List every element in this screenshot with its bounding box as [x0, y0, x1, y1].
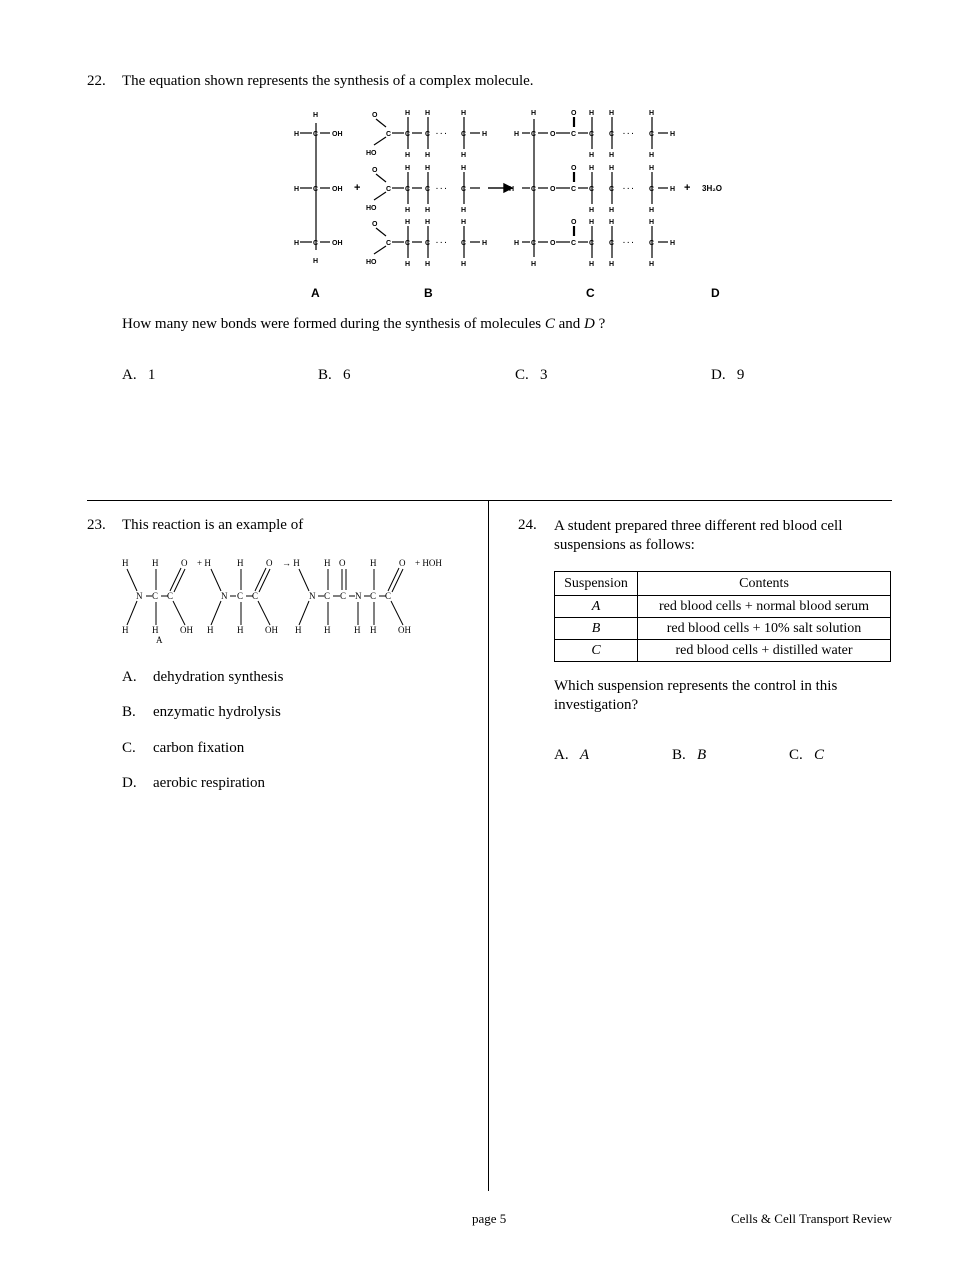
svg-text:+: + [354, 182, 361, 194]
svg-text:· · ·: · · · [623, 131, 634, 138]
table-header: Suspension [555, 572, 638, 596]
svg-text:H: H [324, 558, 331, 568]
svg-text:H: H [313, 258, 319, 265]
svg-text:C: C [425, 131, 431, 138]
table-cell: red blood cells + normal blood serum [638, 596, 891, 618]
svg-text:C: C [461, 186, 467, 193]
svg-text:H: H [514, 240, 520, 247]
svg-text:H: H [589, 219, 595, 226]
q24-question: Which suspension represents the control in this investigation? [554, 678, 838, 713]
svg-text:H: H [354, 625, 361, 635]
svg-text:C: C [425, 186, 431, 193]
svg-text:H: H [589, 152, 595, 159]
label-b: B [424, 286, 433, 300]
svg-text:H: H [370, 558, 377, 568]
svg-text:C: C [385, 591, 392, 601]
svg-text:C: C [571, 131, 577, 138]
footer-title: Cells & Cell Transport Review [730, 1211, 892, 1226]
table-cell: red blood cells + 10% salt solution [638, 618, 891, 640]
q23-prompt: This reaction is an example of [122, 517, 304, 533]
svg-text:C: C [386, 186, 392, 193]
svg-text:C: C [461, 240, 467, 247]
table-cell: A [555, 596, 638, 618]
svg-text:C: C [609, 186, 615, 193]
svg-text:H: H [405, 152, 411, 159]
q24-prompt: A student prepared three different red blood cell suspensions as follows: [554, 518, 843, 553]
svg-text:H: H [461, 110, 467, 117]
svg-text:H: H [461, 261, 467, 268]
table-row [555, 618, 891, 640]
svg-text:O: O [372, 221, 378, 228]
svg-text:C: C [340, 591, 347, 601]
svg-text:O: O [372, 167, 378, 174]
svg-text:H: H [609, 261, 615, 268]
svg-text:C: C [313, 240, 319, 247]
svg-text:C: C [405, 186, 411, 193]
svg-text:O: O [571, 165, 577, 172]
svg-text:C: C [386, 240, 392, 247]
svg-text:C: C [313, 131, 319, 138]
svg-text:· · ·: · · · [623, 186, 634, 193]
svg-text:H: H [649, 207, 655, 214]
svg-text:C: C [571, 240, 577, 247]
svg-text:H: H [313, 112, 319, 119]
svg-text:C: C [461, 131, 467, 138]
svg-text:H: H [122, 625, 129, 635]
svg-text:O: O [550, 240, 556, 247]
svg-text:H: H [514, 131, 520, 138]
svg-text:H: H [294, 186, 300, 193]
svg-text:C: C [649, 131, 655, 138]
table-cell: red blood cells + distilled water [638, 640, 891, 662]
table-header-row [555, 572, 891, 596]
svg-text:H: H [461, 219, 467, 226]
svg-text:H: H [425, 152, 431, 159]
svg-text:C: C [425, 240, 431, 247]
svg-text:H: H [237, 625, 244, 635]
svg-text:H: H [294, 240, 300, 247]
svg-text:H: H [461, 152, 467, 159]
svg-text:H: H [237, 558, 244, 568]
q23-choice-a[interactable]: A. dehydration synthesis [122, 669, 284, 685]
svg-text:H: H [509, 186, 515, 193]
svg-text:H: H [425, 207, 431, 214]
svg-text:OH: OH [398, 625, 411, 635]
arrow-h: → H [282, 558, 300, 568]
svg-text:H: H [461, 207, 467, 214]
water-product: 3H₂O [702, 184, 723, 193]
q24-choice-b[interactable]: B. B [672, 747, 707, 763]
svg-text:H: H [152, 625, 159, 635]
svg-text:C: C [152, 591, 159, 601]
svg-text:OH: OH [332, 186, 343, 193]
q24-choice-a[interactable]: A. A [554, 747, 590, 763]
svg-text:H: H [589, 207, 595, 214]
svg-text:H: H [649, 165, 655, 172]
svg-text:H: H [589, 110, 595, 117]
q22-prompt: The equation shown represents the synthesis of a complex molecule. [122, 73, 534, 89]
svg-text:H: H [589, 165, 595, 172]
svg-text:H: H [482, 240, 488, 247]
svg-text:H: H [295, 625, 302, 635]
svg-text:H: H [609, 152, 615, 159]
svg-text:O: O [181, 558, 188, 568]
svg-text:H: H [425, 219, 431, 226]
svg-text:HO: HO [366, 259, 377, 266]
svg-text:HO: HO [366, 205, 377, 212]
suspension-table [554, 571, 891, 662]
svg-text:H: H [670, 131, 676, 138]
svg-text:C: C [649, 186, 655, 193]
svg-text:C: C [649, 240, 655, 247]
svg-text:C: C [324, 591, 331, 601]
q22-choice-c[interactable]: C. 3 [515, 367, 548, 383]
svg-text:H: H [405, 110, 411, 117]
svg-text:C: C [531, 186, 537, 193]
svg-text:H: H [649, 219, 655, 226]
svg-text:H: H [405, 207, 411, 214]
page-number: page 5 [472, 1211, 507, 1226]
svg-text:C: C [370, 591, 377, 601]
svg-text:H: H [609, 165, 615, 172]
svg-text:O: O [571, 110, 577, 117]
q22-synthesis-diagram [280, 105, 740, 305]
svg-text:N: N [221, 591, 228, 601]
svg-text:C: C [313, 186, 319, 193]
q22-choice-b[interactable]: B. 6 [318, 367, 351, 383]
label-d: D [711, 286, 720, 300]
svg-text:H: H [670, 240, 676, 247]
svg-text:O: O [399, 558, 406, 568]
svg-text:H: H [425, 110, 431, 117]
svg-text:· · ·: · · · [436, 131, 447, 138]
svg-text:OH: OH [332, 131, 343, 138]
svg-text:H: H [405, 261, 411, 268]
svg-text:O: O [550, 186, 556, 193]
horizontal-divider [87, 500, 892, 501]
q23-reaction-diagram [115, 555, 460, 650]
svg-text:H: H [405, 165, 411, 172]
svg-text:O: O [339, 558, 346, 568]
svg-text:H: H [531, 110, 537, 117]
svg-text:H: H [649, 261, 655, 268]
svg-text:OH: OH [180, 625, 193, 635]
svg-text:C: C [237, 591, 244, 601]
svg-text:H: H [461, 165, 467, 172]
svg-text:· · ·: · · · [436, 186, 447, 193]
q24-choice-c[interactable]: C. C [789, 747, 825, 763]
table-cell: B [555, 618, 638, 640]
svg-text:H: H [152, 558, 159, 568]
svg-text:H: H [324, 625, 331, 635]
svg-text:C: C [405, 131, 411, 138]
svg-text:· · ·: · · · [623, 240, 634, 247]
q24-number: 24. [518, 517, 537, 533]
q23-choice-c[interactable]: C. carbon fixation [122, 740, 245, 756]
svg-text:H: H [405, 219, 411, 226]
svg-text:H: H [294, 131, 300, 138]
table-cell: C [555, 640, 638, 662]
svg-text:HO: HO [366, 150, 377, 157]
svg-text:C: C [609, 240, 615, 247]
svg-text:H: H [531, 261, 537, 268]
svg-text:C: C [589, 240, 595, 247]
plus-h: + H [197, 558, 211, 568]
table-header: Contents [638, 572, 891, 596]
svg-text:C: C [571, 186, 577, 193]
svg-text:N: N [136, 591, 143, 601]
q22-choice-a[interactable]: A. 1 [122, 367, 156, 383]
table-row [555, 640, 891, 662]
svg-text:H: H [482, 131, 488, 138]
label-c: C [586, 286, 595, 300]
svg-text:· · ·: · · · [436, 240, 447, 247]
svg-text:H: H [609, 110, 615, 117]
plus-hoh: + HOH [415, 558, 442, 568]
q23-choice-b[interactable]: B. enzymatic hydrolysis [122, 704, 281, 720]
svg-text:C: C [252, 591, 259, 601]
svg-text:H: H [207, 625, 214, 635]
q22-question: How many new bonds were formed during the synthesis of molecules C and D ? [122, 316, 606, 332]
svg-text:H: H [370, 625, 377, 635]
svg-text:C: C [167, 591, 174, 601]
q23-number: 23. [87, 517, 106, 533]
table-row [555, 596, 891, 618]
svg-text:O: O [571, 219, 577, 226]
svg-text:H: H [122, 558, 129, 568]
svg-text:O: O [550, 131, 556, 138]
svg-text:C: C [386, 131, 392, 138]
svg-text:N: N [309, 591, 316, 601]
svg-text:H: H [425, 165, 431, 172]
svg-text:C: C [531, 240, 537, 247]
svg-text:C: C [589, 186, 595, 193]
svg-text:C: C [609, 131, 615, 138]
svg-text:O: O [372, 112, 378, 119]
svg-text:H: H [649, 152, 655, 159]
svg-text:H: H [609, 207, 615, 214]
svg-text:+: + [684, 182, 691, 194]
svg-text:N: N [355, 591, 362, 601]
q23-choice-d[interactable]: D. aerobic respiration [122, 775, 266, 791]
diagram-label-a: A [156, 635, 163, 645]
label-a: A [311, 286, 320, 300]
svg-text:OH: OH [265, 625, 278, 635]
q22-choice-d[interactable]: D. 9 [711, 367, 745, 383]
svg-text:H: H [609, 219, 615, 226]
svg-text:H: H [649, 110, 655, 117]
svg-text:C: C [589, 131, 595, 138]
q22-number: 22. [87, 73, 106, 89]
svg-text:H: H [670, 186, 676, 193]
svg-text:OH: OH [332, 240, 343, 247]
svg-text:C: C [405, 240, 411, 247]
molecule-c [522, 117, 668, 258]
svg-text:O: O [266, 558, 273, 568]
svg-text:H: H [589, 261, 595, 268]
svg-text:H: H [425, 261, 431, 268]
vertical-divider [488, 500, 489, 1191]
svg-text:C: C [531, 131, 537, 138]
